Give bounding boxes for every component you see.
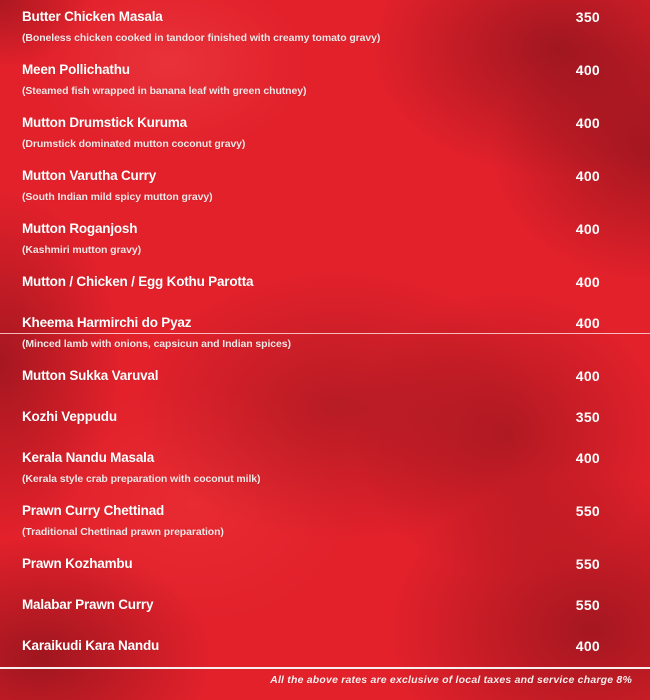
menu-item-row — [22, 451, 600, 485]
menu-item-name: Malabar Prawn Curry — [22, 597, 154, 612]
menu-item-description: (Boneless chicken cooked in tandoor finished with creamy tomato gravy) — [22, 32, 381, 44]
menu-item-name: Meen Pollichathu — [22, 62, 130, 77]
menu-item-row — [22, 369, 600, 383]
menu-item-price: 400 — [575, 62, 600, 78]
menu-item-row — [22, 169, 600, 203]
menu-item-row — [22, 410, 600, 424]
menu-item-price: 400 — [575, 168, 600, 184]
menu-item-name: Kerala Nandu Masala — [22, 450, 155, 465]
menu-item-text — [22, 116, 576, 150]
menu-item-name: Mutton / Chicken / Egg Kothu Parotta — [22, 274, 254, 289]
menu-item-text — [22, 410, 576, 424]
menu-item-row — [22, 275, 600, 289]
menu-item-row — [22, 63, 600, 97]
menu-item-price: 550 — [575, 597, 600, 613]
menu-item-price: 550 — [575, 503, 600, 519]
menu-item-text — [22, 639, 576, 653]
menu-item-text — [22, 63, 576, 97]
menu-item-text — [22, 451, 576, 485]
menu-item-price: 400 — [575, 274, 600, 290]
menu-item-text — [22, 275, 576, 289]
menu-item-price: 350 — [575, 409, 600, 425]
menu-item-description: (Drumstick dominated mutton coconut gravy) — [22, 138, 246, 150]
menu-item-name: Kheema Harmirchi do Pyaz — [22, 315, 192, 330]
menu-item-row — [22, 10, 600, 44]
menu-item-text — [22, 222, 576, 256]
menu-item-description: (Kerala style crab preparation with coconut milk) — [22, 473, 261, 485]
menu-items-list — [0, 10, 650, 680]
menu-item-name: Karaikudi Kara Nandu — [22, 638, 160, 653]
menu-item-price: 400 — [575, 221, 600, 237]
menu-item-description: (Kashmiri mutton gravy) — [22, 244, 142, 256]
menu-item-name: Mutton Varutha Curry — [22, 168, 157, 183]
menu-item-description: (Steamed fish wrapped in banana leaf with green chutney) — [22, 85, 307, 97]
menu-item-description: (South Indian mild spicy mutton gravy) — [22, 191, 213, 203]
menu-item-description: (Minced lamb with onions, capsicun and Indian spices) — [22, 338, 291, 350]
menu-item-name: Prawn Curry Chettinad — [22, 503, 165, 518]
menu-item-row — [22, 116, 600, 150]
menu-item-text — [22, 10, 576, 44]
menu-item-row — [22, 504, 600, 538]
menu-item-price: 400 — [575, 450, 600, 466]
footer-divider-line — [0, 667, 650, 669]
menu-item-text — [22, 557, 576, 571]
menu-item-text — [22, 504, 576, 538]
menu-item-row — [22, 598, 600, 612]
menu-item-text — [22, 169, 576, 203]
menu-item-row — [22, 639, 600, 653]
footer-taxes-note: All the above rates are exclusive of local taxes and service charge 8% — [270, 674, 632, 686]
menu-item-name: Prawn Kozhambu — [22, 556, 133, 571]
menu-item-row — [22, 222, 600, 256]
menu-item-description: (Traditional Chettinad prawn preparation) — [22, 526, 224, 538]
menu-item-text — [22, 369, 576, 383]
menu-item-price: 400 — [575, 315, 600, 331]
menu-item-price: 550 — [575, 556, 600, 572]
menu-item-price: 400 — [575, 115, 600, 131]
menu-item-name: Butter Chicken Masala — [22, 9, 163, 24]
menu-item-name: Kozhi Veppudu — [22, 409, 117, 424]
menu-item-name: Mutton Drumstick Kuruma — [22, 115, 187, 130]
menu-item-name: Mutton Roganjosh — [22, 221, 138, 236]
menu-item-price: 400 — [575, 638, 600, 654]
page-stitch-divider — [0, 333, 650, 334]
menu-item-name: Mutton Sukka Varuval — [22, 368, 159, 383]
menu-item-price: 400 — [575, 368, 600, 384]
menu-item-text — [22, 598, 576, 612]
menu-item-price: 350 — [575, 9, 600, 25]
menu-item-row — [22, 557, 600, 571]
